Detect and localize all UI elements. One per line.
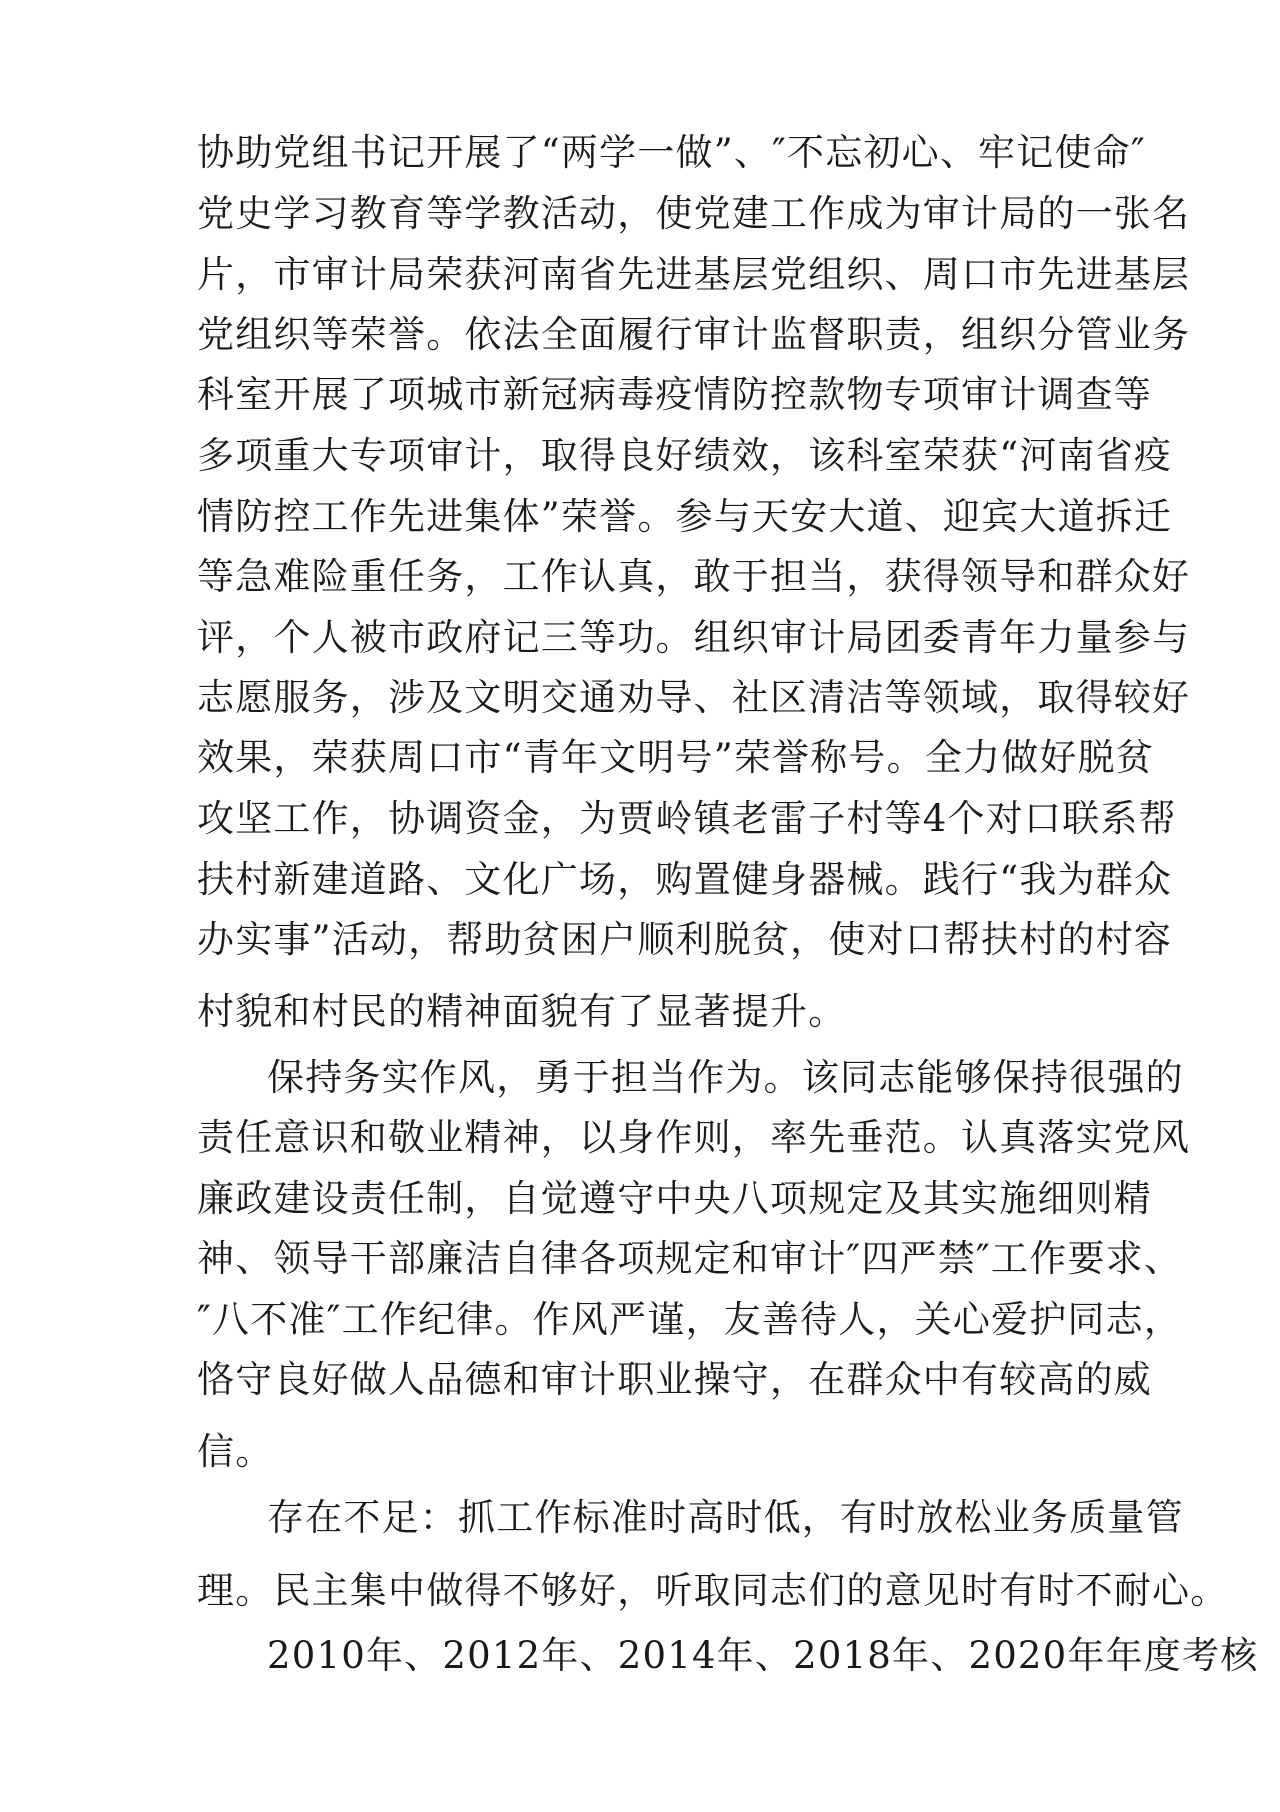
text-line: 协助党组书记开展了“两学一做”、″不忘初心、牢记使命″ [197, 131, 1146, 174]
text-line: 党组织等荣誉。依法全面履行审计监督职责，组织分管业务 [197, 313, 1191, 356]
text-line: 等急难险重任务，工作认真，敢于担当，获得领导和群众好 [197, 555, 1191, 598]
text-line: 科室开展了项城市新冠病毒疫情防控款物专项审计调查等 [197, 373, 1152, 416]
text-line: 片，市审计局荣获河南省先进基层党组织、周口市先进基层 [197, 253, 1191, 296]
text-line: 效果，荣获周口市“青年文明号”荣誉称号。全力做好脱贫 [197, 736, 1155, 779]
text-line: 信。 [197, 1430, 274, 1473]
text-line: 神、领导干部廉洁自律各项规定和审计″四严禁″工作要求、 [197, 1237, 1183, 1280]
paragraph-first-line: 保持务实作风，勇于担当作为。该同志能够保持很强的 [267, 1056, 1184, 1099]
text-line: 评，个人被市政府记三等功。组织审计局团委青年力量参与 [197, 616, 1191, 659]
text-line: 责任意识和敬业精神，以身作则，率先垂范。认真落实党风 [197, 1116, 1191, 1159]
text-line: 情防控工作先进集体”荣誉。参与天安大道、迎宾大道拆迁 [197, 495, 1173, 538]
text-line: 理。民主集中做得不够好，听取同志们的意见时有时不耐心。 [197, 1569, 1229, 1612]
text-line: 攻坚工作，协调资金，为贾岭镇老雷子村等4个对口联系帮 [197, 797, 1177, 840]
text-line: 办实事”活动，帮助贫困户顺利脱贫，使对口帮扶村的村容 [197, 918, 1173, 961]
text-line: ″八不准″工作纪律。作风严谨，友善待人，关心爱护同志， [197, 1298, 1183, 1341]
paragraph-first-line: 存在不足：抓工作标准时高时低，有时放松业务质量管 [267, 1496, 1184, 1539]
text-line: 多项重大专项审计，取得良好绩效，该科室荣获“河南省疫 [197, 434, 1173, 477]
paragraph-first-line: 2010年、2012年、2014年、2018年、2020年年度考核 [267, 1634, 1259, 1677]
text-line: 恪守良好做人品德和审计职业操守，在群众中有较高的威 [197, 1358, 1152, 1401]
text-line: 扶村新建道路、文化广场，购置健身器械。践行“我为群众 [197, 858, 1173, 901]
text-line: 志愿服务，涉及文明交通劝导、社区清洁等领域，取得较好 [197, 676, 1191, 719]
text-line: 党史学习教育等学教活动，使党建工作成为审计局的一张名 [197, 192, 1191, 235]
text-line: 村貌和村民的精神面貌有了显著提升。 [197, 990, 847, 1033]
text-line: 廉政建设责任制，自觉遵守中央八项规定及其实施细则精 [197, 1177, 1152, 1220]
